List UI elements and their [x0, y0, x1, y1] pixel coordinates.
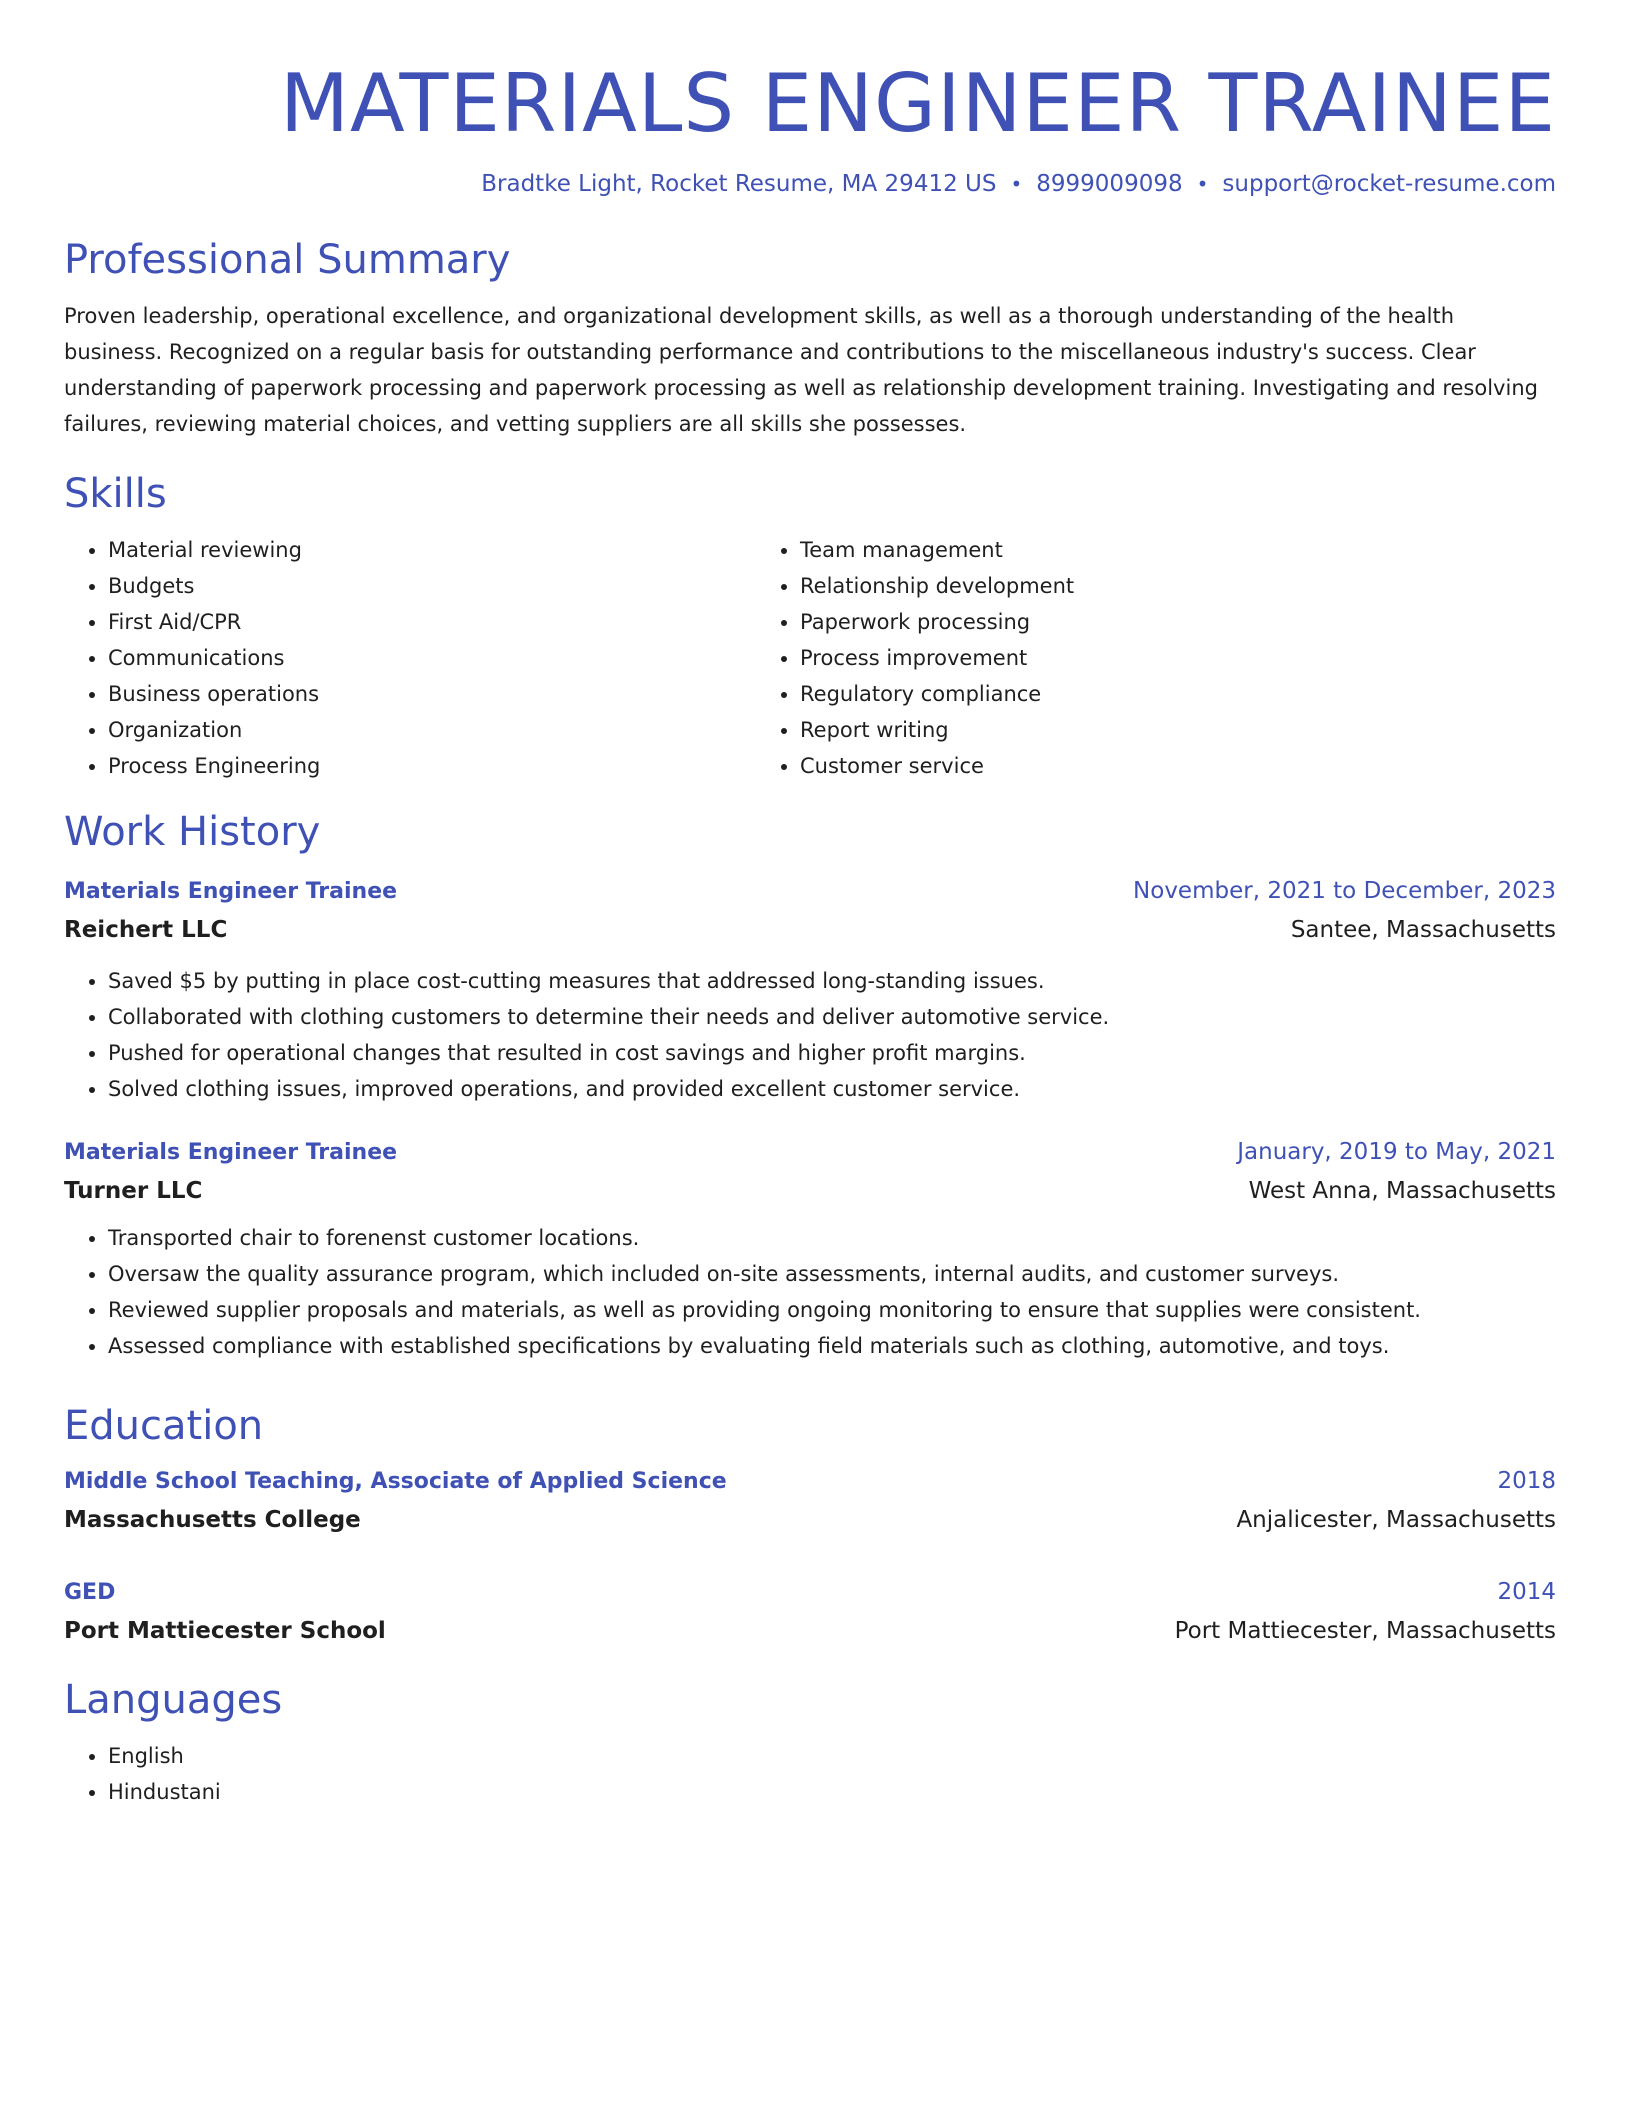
language-item: • Hindustani [108, 1774, 1556, 1810]
school-location: Port Mattiecester, Massachusetts [1174, 1618, 1556, 1644]
degree-name: GED [64, 1580, 116, 1605]
summary-heading: Professional Summary [64, 237, 511, 283]
skills-column-right [756, 532, 1448, 784]
job-bullets [64, 963, 1556, 1107]
skill-item: • Process improvement [800, 640, 1448, 676]
skill-item: • Budgets [108, 568, 756, 604]
contact-email: support@rocket-resume.com [1222, 171, 1556, 197]
company-name: Reichert LLC [64, 917, 228, 943]
languages-list [64, 1738, 1556, 1810]
education-entry [64, 1573, 1556, 1650]
job-bullet: • Oversaw the quality assurance program, which included on-site assessments, internal audits, and customer surveys. [108, 1256, 1556, 1292]
resume-page [64, 0, 1556, 1810]
job-dates: January, 2019 to May, 2021 [1237, 1139, 1556, 1165]
contact-separator: • [1010, 172, 1023, 196]
work-entry-header [64, 872, 1556, 911]
skill-item: • Organization [108, 712, 756, 748]
education-entry-subheader [64, 1612, 1556, 1650]
school-name: Port Mattiecester School [64, 1618, 386, 1644]
skill-item: • Customer service [800, 748, 1448, 784]
education-entry-header [64, 1462, 1556, 1501]
skill-item: • Business operations [108, 676, 756, 712]
company-name: Turner LLC [64, 1178, 203, 1204]
graduation-year: 2014 [1497, 1579, 1556, 1605]
contact-line [64, 168, 1556, 200]
work-entry-header [64, 1133, 1556, 1172]
work-entry [64, 872, 1556, 1107]
job-bullet: • Saved $5 by putting in place cost-cutting measures that addressed long-standing issues. [108, 963, 1556, 999]
skill-item: • Paperwork processing [800, 604, 1448, 640]
job-bullet: • Collaborated with clothing customers to determine their needs and deliver automotive service. [108, 999, 1556, 1035]
work-entry-subheader [64, 1172, 1556, 1210]
job-bullets [64, 1220, 1556, 1364]
graduation-year: 2018 [1497, 1468, 1556, 1494]
resume-title: MATERIALS ENGINEER TRAINEE [279, 57, 1556, 150]
contact-separator: • [1196, 172, 1209, 196]
skill-item: • Communications [108, 640, 756, 676]
education-entry [64, 1462, 1556, 1539]
contact-phone: 8999009098 [1036, 171, 1183, 197]
skills-list [64, 532, 1556, 784]
skills-column-left [64, 532, 756, 784]
job-location: Santee, Massachusetts [1290, 917, 1556, 943]
job-bullet: • Solved clothing issues, improved operations, and provided excellent customer service. [108, 1071, 1556, 1107]
skill-item: • Relationship development [800, 568, 1448, 604]
degree-name: Middle School Teaching, Associate of Applied Science [64, 1469, 727, 1494]
work-entry [64, 1133, 1556, 1364]
job-bullet: • Reviewed supplier proposals and materials, as well as providing ongoing monitoring to ensure that supplies were consistent. [108, 1292, 1556, 1328]
language-item: • English [108, 1738, 1556, 1774]
work-history-heading: Work History [64, 809, 321, 855]
school-name: Massachusetts College [64, 1507, 361, 1533]
education-heading: Education [64, 1403, 264, 1449]
skill-item: • Regulatory compliance [800, 676, 1448, 712]
skill-item: • Report writing [800, 712, 1448, 748]
skill-item: • Team management [800, 532, 1448, 568]
work-entry-subheader [64, 911, 1556, 949]
education-entry-header [64, 1573, 1556, 1612]
skill-item: • Process Engineering [108, 748, 756, 784]
school-location: Anjalicester, Massachusetts [1236, 1507, 1556, 1533]
job-title: Materials Engineer Trainee [64, 879, 398, 904]
education-entry-subheader [64, 1501, 1556, 1539]
skills-heading: Skills [64, 471, 167, 517]
summary-text: Proven leadership, operational excellence, and organizational development skills, as well as a thorough understanding of the health business. Recognized on a regular basis for outstanding performance and contributions to the miscellaneous industry's success. Clear understanding of paperwork processing and paperwork processing as well as relationship development training. Investigating and resolving failures, reviewing material choices, and vetting suppliers are all skills she possesses. [64, 304, 1538, 436]
job-bullet: • Transported chair to forenenst customer locations. [108, 1220, 1556, 1256]
job-bullet: • Assessed compliance with established specifications by evaluating field materials such as clothing, automotive, and toys. [108, 1328, 1556, 1364]
skill-item: • Material reviewing [108, 532, 756, 568]
skill-item: • First Aid/CPR [108, 604, 756, 640]
job-dates: November, 2021 to December, 2023 [1133, 878, 1556, 904]
job-location: West Anna, Massachusetts [1248, 1178, 1556, 1204]
job-title: Materials Engineer Trainee [64, 1140, 398, 1165]
languages-heading: Languages [64, 1677, 283, 1723]
job-bullet: • Pushed for operational changes that resulted in cost savings and higher profit margins. [108, 1035, 1556, 1071]
contact-address: Bradtke Light, Rocket Resume, MA 29412 US [481, 171, 997, 197]
